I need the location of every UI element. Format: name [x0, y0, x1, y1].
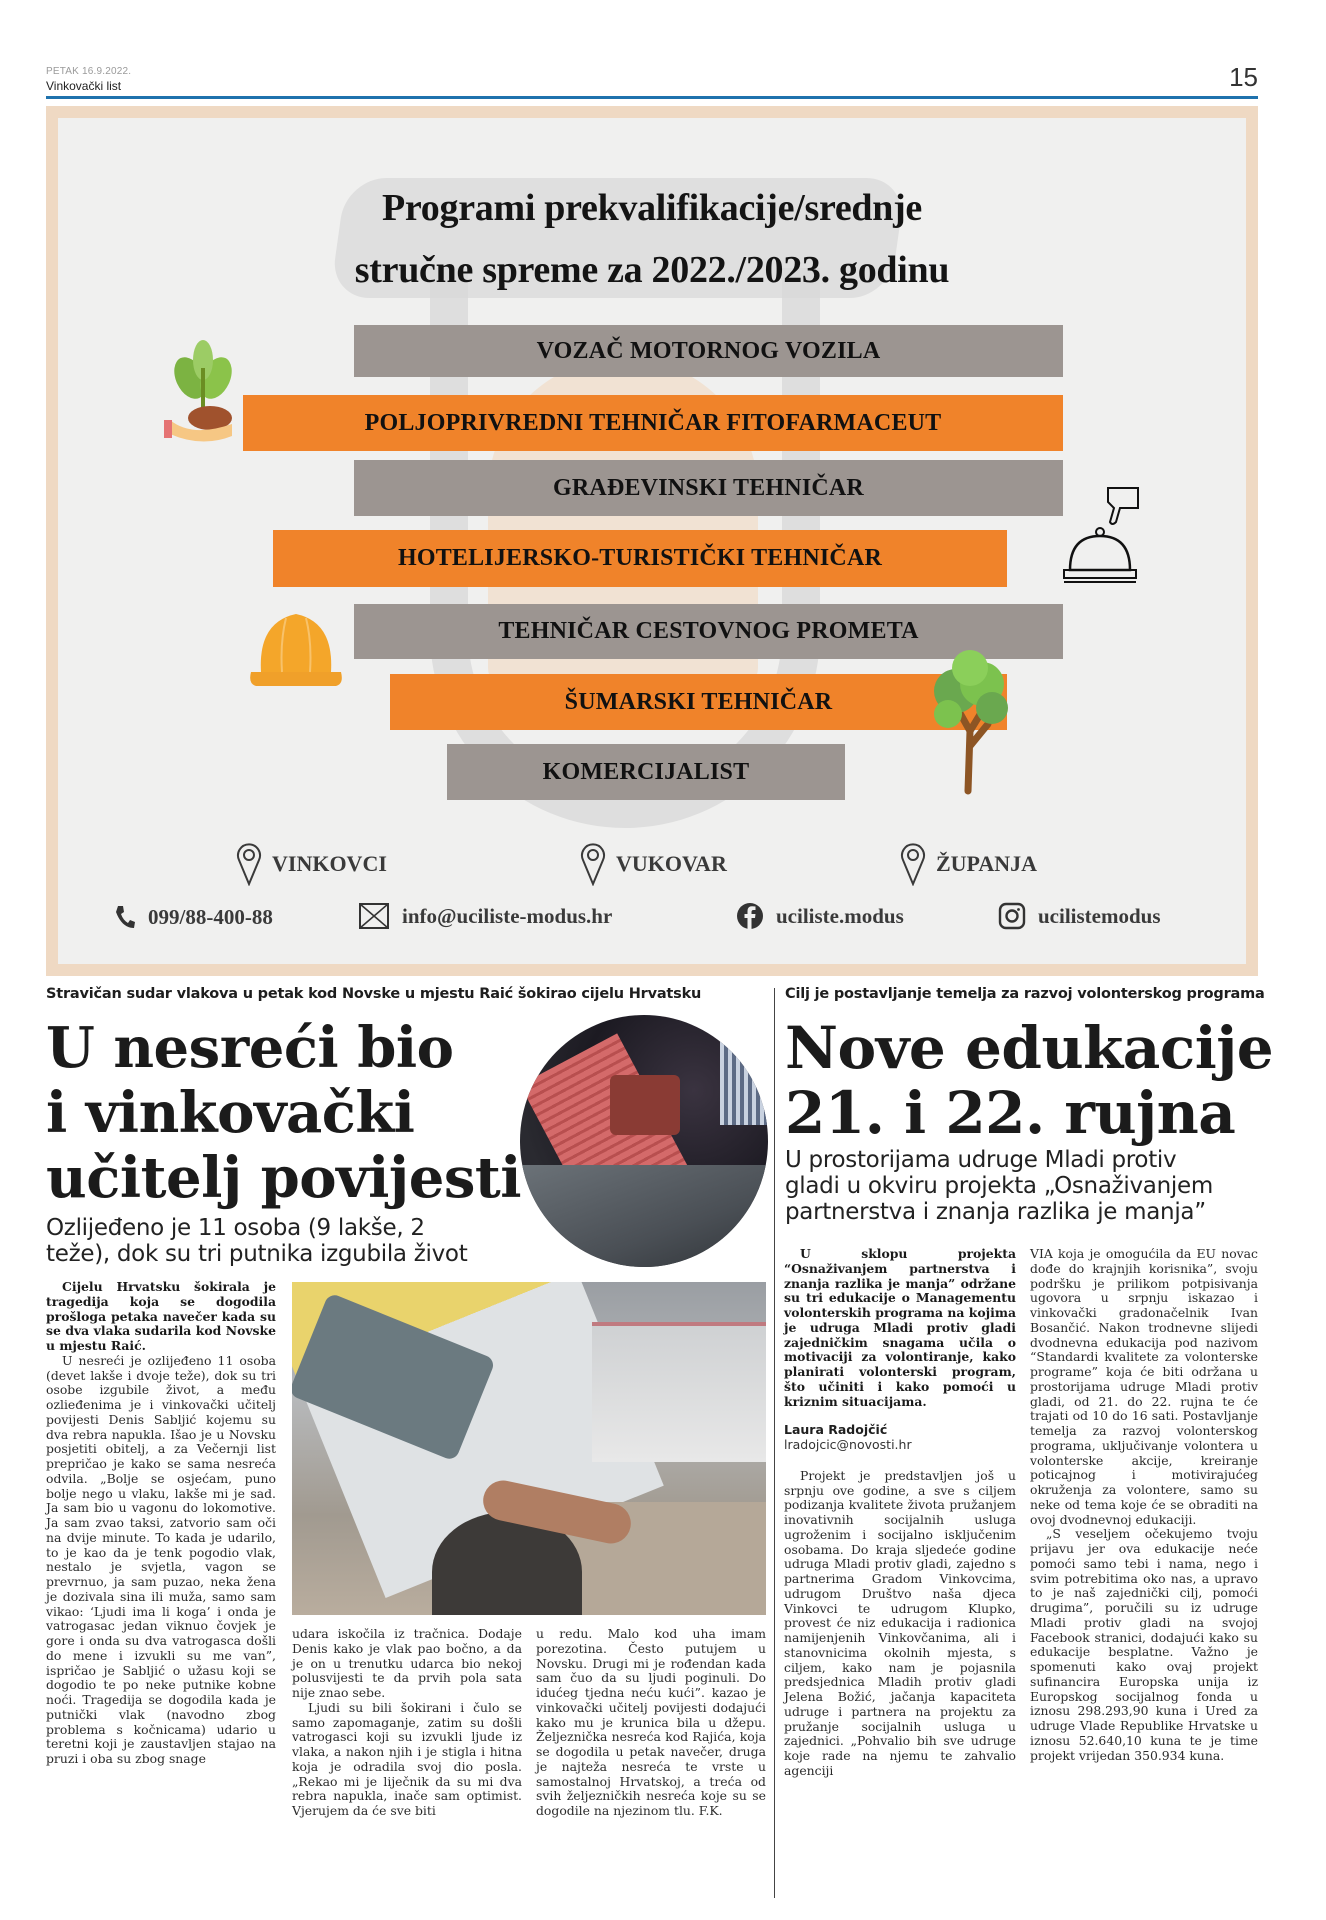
headline-line: Nove edukacije — [785, 1014, 1274, 1082]
article-left-column-3 — [536, 1627, 766, 1819]
article-left-subhead — [46, 1215, 526, 1267]
page-number: 15 — [1229, 62, 1258, 92]
article-paragraph: Projekt je predstavljen još u srpnju ove godine, a sve s ciljem podizanja kvalitete života pružanjem inovativnih socijalnih usluga ugroženim i socijalno isključenim osobama. Do kraja sljedeće godine udruga Mladi protiv gladi, zajedno s partnerima Gradom Vinkovcima, udrugom Društvo naša djeca Vinkovci te udrugom Klupko, provest će niz edukacija i radionica namijenjenih Vinkovčanima, ali i stanovnicima okolnih mjesta, s ciljem, kako nam je pojasnila predsjednica Mladih protiv gladi Jelena Božić, jačanja kapaciteta udruge i partnera na projektu za pružanje socijalnih usluga u zajednici. „Pohvalio bih sve udruge koje rade na njemu te zahvalio agenciji — [784, 1467, 1016, 1778]
program-bar: TEHNIČAR CESTOVNOG PROMETA — [354, 604, 1063, 659]
article-left-column-2 — [292, 1627, 522, 1819]
program-bar: ŠUMARSKI TEHNIČAR — [390, 674, 1007, 730]
article-left-kicker: Stravičan sudar vlakova u petak kod Novske u mjestu Raić šokirao cijelu Hrvatsku — [46, 986, 702, 1002]
article-left-headline — [46, 1016, 521, 1211]
author-name: Laura Radojčić — [784, 1422, 888, 1438]
envelope-icon — [358, 902, 390, 930]
phone-icon — [114, 904, 136, 930]
service-bell-icon — [1058, 478, 1158, 588]
article-paragraph: VIA koja je omogućila da EU novac dođe do krajnjih korisnika”, svoju podršku je prilikom potpisivanja ugovora u srpnju iskazao i vinkovački gradonačelnik Ivan Bosančić. Nakon trodnevne slijedi dvodnevna edukacija pod nazivom “Standardi kvalitete za volonterske programe” koja će biti održana u prostorijama udruge Mladi protiv gladi, od 21. do 22. rujna te će trajati od 10 do 16 sati. Postavljanje temelja za razvoj volonterskog programa, uključivanje volontera u volonterske akcije, kreiranje poticajnog i motivirajućeg okruženja za volontere, samo su neke od tema koje će se obraditi na ovoj dvodnevnoj edukaciji. — [1030, 1246, 1258, 1527]
article-right-kicker: Cilj je postavljanje temelja za razvoj volonterskog programa — [785, 986, 1265, 1002]
email-address: info@uciliste-modus.hr — [402, 903, 613, 928]
article-right-headline — [785, 1016, 1273, 1146]
article-lead: U sklopu projekta “Osnaživanjem partnerstva i znanja razlika je manja” održane su tri edukacije o Managementu volonterskih programa na kojima je udruga Mladi protiv gladi zajedničkim snagama učila o motivaciji za volontiranje, kako planirati volonterski program, što učiniti i kako pomoći u kriznim situacijama. — [784, 1246, 1016, 1409]
location-vukovar — [580, 842, 727, 886]
headline-line: učitelj povijesti — [46, 1145, 521, 1211]
map-pin-icon — [900, 842, 926, 886]
article-paragraph: Ljudi su bili šokirani i čulo se samo zapomaganje, zatim su došli vatrogasci koji su izvukli ljude iz vlaka, a nakon njih i je stigla i hitna koja je odradila svoj dio posla. „Rekao mi je liječnik da su mi dva rebra napukla, inače sam optimist. Vjerujem da će sve biti — [292, 1699, 522, 1818]
article-right-column-1 — [784, 1247, 1016, 1779]
derailed-train-photo — [292, 1282, 766, 1615]
facebook-handle: uciliste.modus — [776, 903, 904, 928]
ad-panel — [58, 118, 1246, 964]
article-right-column-2 — [1030, 1247, 1258, 1763]
ad-title-line-1: Programi prekvalifikacije/srednje — [382, 187, 922, 229]
header-rule — [46, 96, 1258, 99]
headline-line: i vinkovački — [46, 1080, 415, 1146]
contact-instagram — [998, 902, 1161, 930]
article-left-column-1 — [46, 1280, 276, 1767]
author-email[interactable]: lradojcic@novosti.hr — [784, 1437, 912, 1452]
subhead-line: gladi u okviru projekta „Osnaživanjem — [785, 1173, 1213, 1199]
column-divider — [774, 988, 775, 1898]
map-pin-icon — [580, 842, 606, 886]
instagram-icon — [998, 902, 1026, 930]
subhead-line: teže), dok su tri putnika izgubila život — [46, 1241, 468, 1267]
program-bar: POLJOPRIVREDNI TEHNIČAR FITOFARMACEUT — [243, 395, 1063, 451]
program-bar: HOTELIJERSKO-TURISTIČKI TEHNIČAR — [273, 530, 1007, 587]
location-zupanja — [900, 842, 1037, 886]
instagram-handle: ucilistemodus — [1038, 903, 1161, 928]
article-paragraph: „S veseljem očekujemo tvoju prijavu jer ova edukacije neće pomoći samo tebi i nama, nego i svim potrebitima oko nas, a upravo to je naš zajednički cilj, pomoći drugima”, poručili su iz udruge Mladi protiv gladi na svojoj Facebook stranici, dodajući kako su edukacije besplatne. Važno je spomenuti kako ovaj projekt sufinancira Europska unija iz Europskog socijalnog fonda u iznosu 298.293,90 kuna i Ured za udruge Vlade Republike Hrvatske u iznosu 52.640,10 kuna te je time projekt vrijedan 350.934 kuna. — [1030, 1526, 1258, 1763]
article-right-subhead — [785, 1147, 1265, 1225]
article-paragraph: U nesreći je ozlijeđeno 11 osoba (devet lakše i dvoje teže), dok su tri osobe izgubile život, a među ozlieđenima je i vinkovački učitelj povijesti Denis Sabljić kojemu su dva rebra napukla. Išao je u Novsku posjetiti obitelj, a za Večernji list prepričao je kako se sama nesreća odvila. „Bolje se osjećam, puno bolje nego u vlaku, lakše mi je sad. Ja sam bio u vagonu do lokomotive. Ja sam zvao taksi, zatvorio sam oči na dvije minute. To kada je udarilo, to je kao da je tenk pogodio vlak, nestalo je svjetla, vagon se prevrnuo, ja sam puzao, neka žena je dozivala sina ili muža, samo sam vikao: ‘Ljudi ima li koga’ i onda je vatrogasac jedan viknuo čovjek je gore i onda su dva vatrogasca došli do mene i izvukli su me van”, ispričao je Sabljić o užasu koji se dogodio te po neke putnike kobne noći. Tragedija se dogodila kada je putnički vlak (navodno zbog problema s kočnicama) udario u teretni koji je zaustavljen stajao na pruzi i oba su zbog snage — [46, 1352, 276, 1766]
program-bar: VOZAČ MOTORNOG VOZILA — [354, 325, 1063, 377]
subhead-line: U prostorijama udruge Mladi protiv — [785, 1147, 1177, 1173]
publication-name: Vinkovački list — [46, 79, 122, 93]
article-paragraph: u redu. Malo kod uha imam porezotina. Često putujem u Novsku. Drugi mi je rođendan kada sam čuo da su ljudi poginuli. Do idućeg tjedna neću kući”. kazao je vinkovački učitelj povijesti dodajući kako mu je krunica bila u džepu. Željeznička nesreća kod Rajića, koja se dogodila u petak navečer, druga je najteža nesreća te vrste u samostalnoj Hrvatskoj, a treća od svih željezničkih nesreća koje su se dogodile na njezinom tlu. F.K. — [536, 1626, 766, 1818]
issue-date: PETAK 16.9.2022. — [46, 66, 132, 77]
tree-icon — [926, 646, 1016, 796]
subhead-line: partnerstva i znanja razlika je manja” — [785, 1199, 1206, 1225]
contact-facebook — [736, 902, 904, 930]
facebook-icon — [736, 902, 764, 930]
article-lead: Cijelu Hrvatsku šokirala je tragedija koja se dogodila prošloga petaka navečer kada su se dva vlaka sudarila kod Novske u mjestu Raić. — [46, 1279, 276, 1353]
contact-email — [358, 902, 612, 930]
advertisement-uciliste-modus — [46, 106, 1258, 976]
location-label: VUKOVAR — [616, 851, 727, 876]
location-label: ŽUPANJA — [936, 851, 1038, 876]
train-crash-night-photo — [520, 1015, 768, 1267]
hard-hat-icon — [246, 602, 346, 692]
article-paragraph: udara iskočila iz tračnica. Dodaje Denis kako je vlak pao bočno, a da je on u trenutku udarca bio nekoj polusvijesti te da prvih pola sata nije znao sebe. — [292, 1626, 522, 1700]
ad-title-line-2: stručne spreme za 2022./2023. godinu — [354, 249, 950, 291]
map-pin-icon — [236, 842, 262, 886]
phone-number: 099/88-400-88 — [148, 904, 273, 929]
headline-line: U nesreći bio — [46, 1015, 454, 1081]
location-label: VINKOVCI — [272, 851, 387, 876]
program-bar: KOMERCIJALIST — [447, 744, 845, 800]
program-bar: GRAĐEVINSKI TEHNIČAR — [354, 460, 1063, 516]
headline-line: 21. i 22. rujna — [785, 1079, 1236, 1147]
location-vinkovci — [236, 842, 387, 886]
subhead-line: Ozlijeđeno je 11 osoba (9 lakše, 2 — [46, 1215, 425, 1241]
contact-phone — [114, 904, 273, 930]
plant-in-hand-icon — [162, 338, 242, 448]
